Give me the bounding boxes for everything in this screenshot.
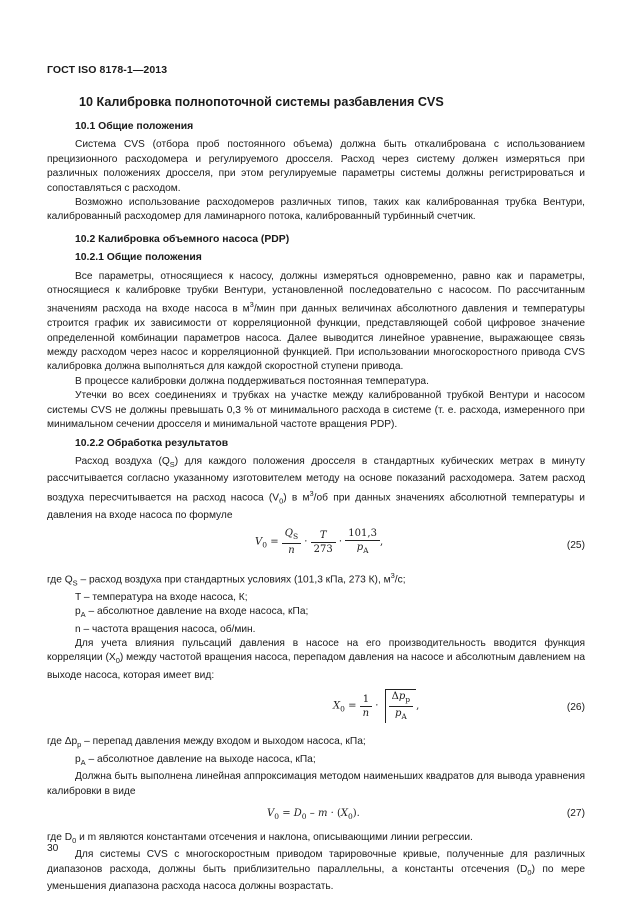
subsection-10-2-title: 10.2 Калибровка объемного насоса (PDP) xyxy=(75,233,290,245)
where-item: n – частота вращения насоса, об/мин. xyxy=(75,623,256,635)
where-item: $p_A$ – абсолютное давление на входе насоса, кПа; xyxy=(75,606,309,620)
paragraph: Все параметры, относящиеся к насосу, должны измеряться одновременно, равно как и параметры, относящиеся к калибровке трубки Вентури, установленной последовательно с насосом. По рассчитанным значениям расхода на входе насоса в $м^3$/мин при данных величинах абсолютного давления и температуры строится график их зависимости от корреляционной функции, представляющей собой цифровое значение определенной комбинации параметров насоса. Далее выводится линейное уравнение, выражающее связь между расходом через насос и корреляционной функцией. При использовании многоскоростного привода CVS калибровка должна выполняться для каждой скоростной ступени привода. xyxy=(47,270,585,373)
equation-25: $V_0$ = $\frac{Q_S}{n}$ · $\frac{T}{273}$ · $\frac{101,3}{p_A}$ , (25) xyxy=(255,528,585,556)
where-item: $p_A$ – абсолютное давление на выходе насоса, кПа; xyxy=(75,753,316,767)
subsection-10-2-1-title: 10.2.1 Общие положения xyxy=(75,252,202,264)
paragraph: В процессе калибровки должна поддерживаться постоянная температура. xyxy=(75,375,429,387)
where-item: где $D_0$ и m являются константами отсечения и наклона, описывающими линии регрессии. xyxy=(47,832,473,846)
equation-27: $V_0 = D_0 - m \cdot (X_0)$. (27) xyxy=(267,808,585,822)
paragraph: Утечки во всех соединениях и трубках на участке между калиброванной трубкой Вентури и насосом системы CVS не должны превышать 0,3 % от минимального расхода в системе (т. е. расхода, измеренного при минимальном сечении дросселя и минимальной частоте вращения PDP). xyxy=(47,390,585,431)
where-item: T – температура на входе насоса, К; xyxy=(75,591,248,603)
where-item: где $Q_S$ – расход воздуха при стандартных условиях (101,3 кПа, 273 К), $м^3/с$; xyxy=(47,571,406,588)
equation-number: (26) xyxy=(566,702,585,714)
paragraph: Для системы CVS с многоскоростным приводом тарировочные кривые, полученные для различных диапазонов расхода, должны быть приблизительно параллельны, а константы отсечения $(D_0)$ по мере уменьшения диапазона расхода насоса должны возрастать. xyxy=(47,849,585,893)
equation-26: $X_0$ = $\frac{1}{n}$ · $\frac{\Delta p_p}{p_A}$ , (26) xyxy=(333,691,585,722)
subsection-10-2-2-title: 10.2.2 Обработка результатов xyxy=(75,437,229,449)
paragraph: Расход воздуха $(Q_S)$ для каждого положения дросселя в стандартных кубических метрах в минуту рассчитывается согласно указанному изготовителем методу на основе показаний расходомера. Затем расход воздуха пересчитывается на расход насоса $(V_0)$ в $м^3/об$ при данных значениях абсолютной температуры и давления на входе насоса по формуле xyxy=(47,455,585,521)
paragraph: Возможно использование расходомеров различных типов, таких как калиброванная трубка Вентури, калиброванный расходомер для ламинарного потока, калиброванный турбинный счетчик. xyxy=(47,197,585,223)
where-item: где $\Delta p_p$ – перепад давления между входом и выходом насоса, кПа; xyxy=(47,736,366,750)
paragraph: Для учета влияния пульсаций давления в насосе на его производительность вводится функция корреляции $(X_0)$ между частотой вращения насоса, перепадом давления на насосе и абсолютным давлением на выходе насоса, которая имеет вид: xyxy=(47,638,585,681)
paragraph: Должна быть выполнена линейная аппроксимация методом наименьших квадратов для вывода уравнения калибровки в виде xyxy=(47,771,585,797)
section-title: 10 Калибровка полнопоточной системы разбавления CVS xyxy=(79,95,444,109)
page-content xyxy=(47,94,585,895)
page-number: 30 xyxy=(47,843,59,854)
subsection-10-1-title: 10.1 Общие положения xyxy=(75,121,194,132)
paragraph: Система CVS (отбора проб постоянного объема) должна быть откалибрована с использованием прецизионного расходомера и регулируемого дросселя. Расход через систему должен измеряться при различных положениях дросселя, при этом регулируемые параметры системы должны регистрироваться и сопоставляться с расходом. xyxy=(47,139,585,194)
equation-number: (27) xyxy=(566,808,585,820)
equation-number: (25) xyxy=(566,540,585,551)
standard-header: ГОСТ ISO 8178-1—2013 xyxy=(47,64,168,76)
